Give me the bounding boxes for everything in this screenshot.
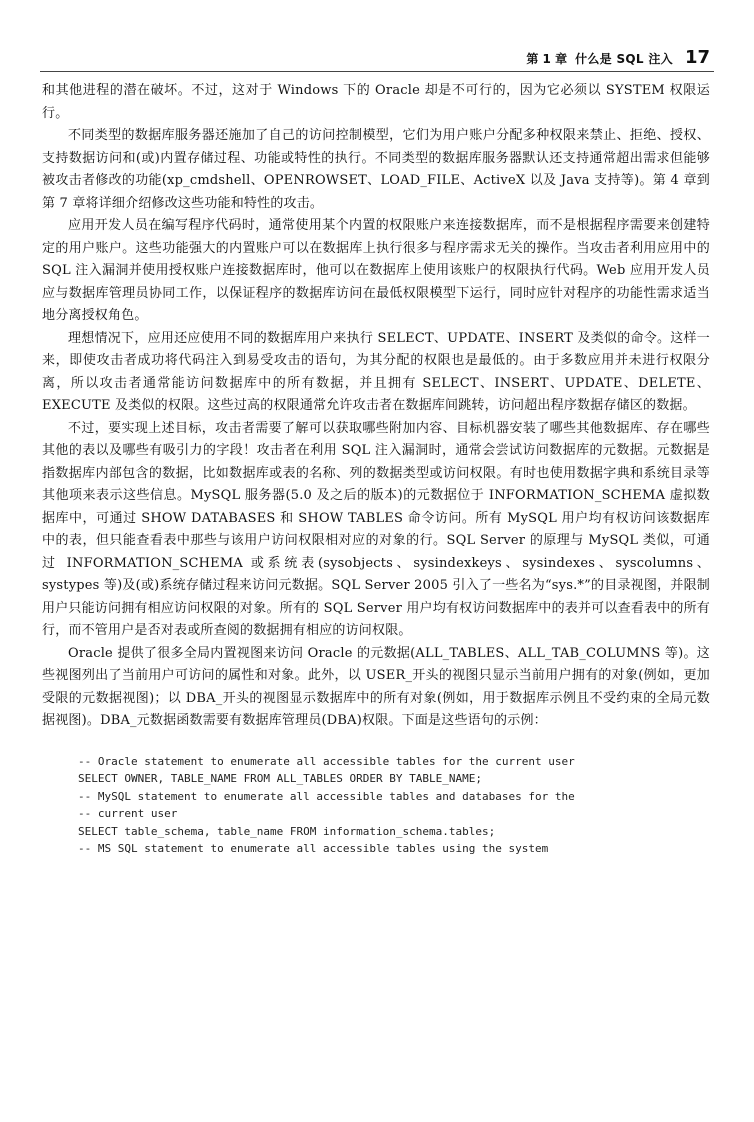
code-line: -- current user xyxy=(78,807,178,821)
running-header xyxy=(526,47,710,69)
paragraph: 不同类型的数据库服务器还施加了自己的访问控制模型，它们为用户账户分配多种权限来禁止、拒绝、授权、支持数据访问和(或)内置存储过程、功能或特性的执行。不同类型的数据库服务器默认还支持通常超出需求但能够被攻击者修改的功能(xp_cmdshell、OPENROWSET、LOAD_FILE、ActiveX 以及 Java 支持等)。第 4 章到第 7 章将详细介绍修改这些功能和特性的攻击。 xyxy=(42,128,710,211)
paragraph: 理想情况下，应用还应使用不同的数据库用户来执行 SELECT、UPDATE、INSERT 及类似的命令。这样一来，即使攻击者成功将代码注入到易受攻击的语句，为其分配的权限也是最低的。由于多数应用并未进行权限分离，所以攻击者通常能访问数据库中的所有数据，并且拥有 SELECT、INSERT、UPDATE、DELETE、EXECUTE 及类似的权限。这些过高的权限通常允许攻击者在数据库间跳转，访问超出程序数据存储区的数据。 xyxy=(42,330,710,413)
code-listing xyxy=(78,753,710,859)
code-line: SELECT OWNER, TABLE_NAME FROM ALL_TABLES ORDER BY TABLE_NAME; xyxy=(78,772,482,786)
code-line: -- MS SQL statement to enumerate all accessible tables using the system xyxy=(78,842,549,856)
code-line: -- Oracle statement to enumerate all accessible tables for the current user xyxy=(78,754,575,768)
chapter-title: 什么是 SQL 注入 xyxy=(575,52,673,66)
page-body xyxy=(42,80,710,858)
paragraph: 不过，要实现上述目标，攻击者需要了解可以获取哪些附加内容、目标机器安装了哪些其他数据库、存在哪些其他的表以及哪些有吸引力的字段！攻击者在利用 SQL 注入漏洞时，通常会尝试访问数据库的元数据。元数据是指数据库内部包含的数据，比如数据库或表的名称、列的数据类型或访问权限。有时也使用数据字典和系统目录等其他项来表示这些信息。MySQL 服务器(5.0 及之后的版本)的元数据位于 INFORMATION_SCHEMA 虚拟数据库中，可通过 SHOW DATABASES 和 SHOW TABLES 命令访问。所有 MySQL 用户均有权访问该数据库中的表，但只能查看表中那些与该用户访问权限相对应的对象的行。SQL Server 的原理与 MySQL 类似，可通过 INFORMATION_SCHEMA 或系统表(sysobjects、sysindexkeys、sysindexes、syscolumns、systypes 等)及(或)系统存储过程来访问元数据。SQL Server 2005 引入了一些名为“sys.*”的目录视图，并限制用户只能访问拥有相应访问权限的对象。所有的 SQL Server 用户均有权访问数据库中的表并可以查看表中的所有行，而不管用户是否对表或所查阅的数据拥有相应的访问权限。 xyxy=(42,420,710,638)
paragraph: Oracle 提供了很多全局内置视图来访问 Oracle 的元数据(ALL_TABLES、ALL_TAB_COLUMNS 等)。这些视图列出了当前用户可访问的属性和对象。此外，以 USER_开头的视图只显示当前用户拥有的对象(例如，更加受限的元数据视图)；以 DBA_开头的视图显示数据库中的所有对象(例如，用于数据库示例且不受约束的全局元数据视图)。DBA_元数据函数需要有数据库管理员(DBA)权限。下面是这些语句的示例： xyxy=(42,645,710,728)
chapter-label: 第 1 章 xyxy=(526,52,568,66)
code-line: -- MySQL statement to enumerate all accessible tables and databases for the xyxy=(78,789,575,803)
code-line: SELECT table_schema, table_name FROM information_schema.tables; xyxy=(78,824,496,838)
paragraph: 和其他进程的潜在破坏。不过，这对于 Windows 下的 Oracle 却是不可行的，因为它必须以 SYSTEM 权限运行。 xyxy=(42,83,710,121)
header-rule xyxy=(40,71,714,72)
paragraph: 应用开发人员在编写程序代码时，通常使用某个内置的权限账户来连接数据库，而不是根据程序需要来创建特定的用户账户。这些功能强大的内置账户可以在数据库上执行很多与程序需求无关的操作。当攻击者利用应用中的 SQL 注入漏洞并使用授权账户连接数据库时，他可以在数据库上使用该账户的权限执行代码。Web 应用开发人员应与数据库管理员协同工作，以保证程序的数据库访问在最低权限模型下运行，同时应针对程序的功能性需求适当地分离授权角色。 xyxy=(42,218,710,323)
page-number: 17 xyxy=(684,47,710,68)
